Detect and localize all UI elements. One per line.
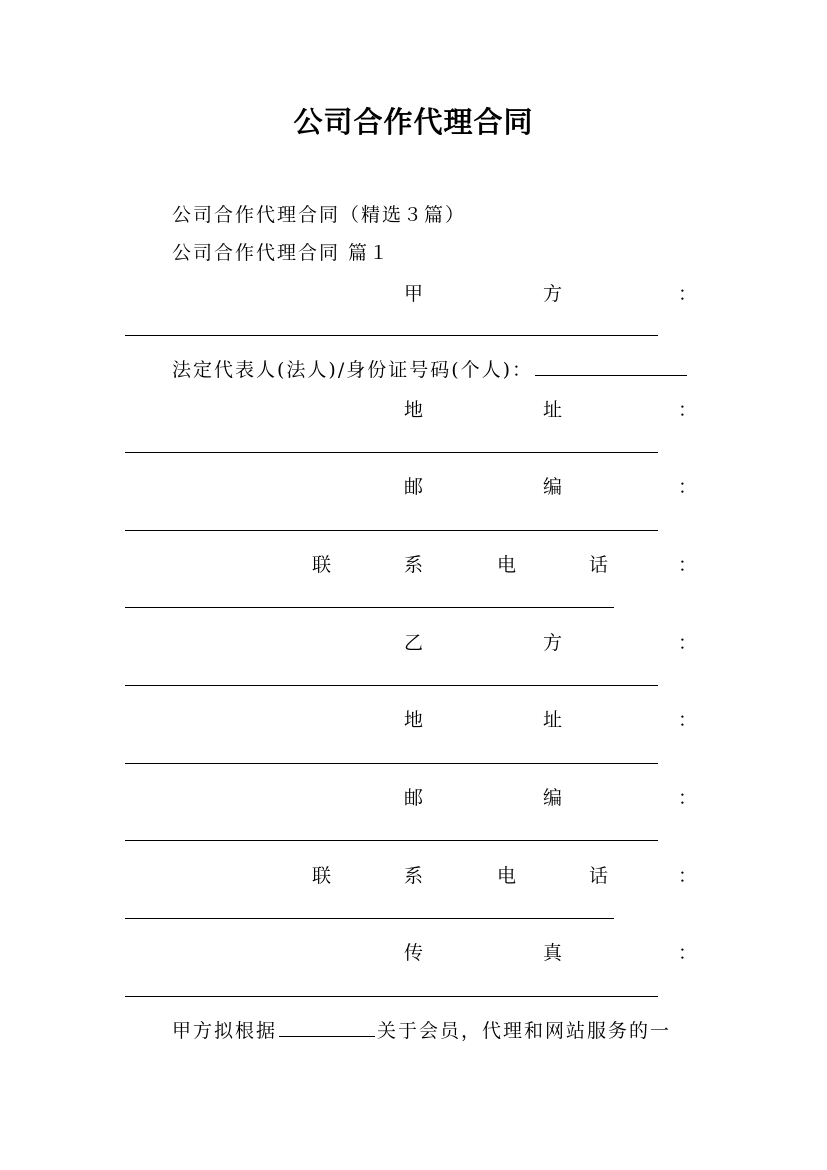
party-b-label-char: 方 xyxy=(543,632,563,654)
colon: ： xyxy=(678,632,698,654)
colon: ： xyxy=(678,283,698,305)
postcode-a-label-char: 编 xyxy=(543,476,563,498)
phone-b-label-char: 电 xyxy=(497,865,517,887)
address-a-blank-line[interactable] xyxy=(125,452,658,453)
postcode-b-blank-line[interactable] xyxy=(125,840,658,841)
address-a-label-char: 址 xyxy=(543,399,563,421)
party-a-blank-line[interactable] xyxy=(125,335,658,336)
phone-b-label-char: 系 xyxy=(404,865,424,887)
address-b-label-char: 址 xyxy=(543,709,563,731)
phone-b-label-char: 联 xyxy=(312,865,332,887)
colon: ： xyxy=(678,865,698,887)
phone-a-label-char: 话 xyxy=(589,554,609,576)
fax-b-blank-line[interactable] xyxy=(125,996,658,997)
phone-a-blank-line[interactable] xyxy=(125,607,614,608)
party-a-label-char: 甲 xyxy=(404,283,424,305)
colon: ： xyxy=(678,399,698,421)
address-b-blank-line[interactable] xyxy=(125,763,658,764)
postcode-a-blank-line[interactable] xyxy=(125,530,658,531)
address-b-label-char: 地 xyxy=(404,709,424,731)
document-subtitle: 公司合作代理合同（精选３篇） xyxy=(172,204,467,226)
colon: ： xyxy=(678,787,698,809)
phone-a-label-char: 系 xyxy=(404,554,424,576)
fax-b-label-char: 真 xyxy=(543,942,563,964)
colon: ： xyxy=(678,554,698,576)
section-heading: 公司合作代理合同 篇１ xyxy=(172,242,391,264)
party-b-label-char: 乙 xyxy=(404,632,424,654)
colon: ： xyxy=(678,476,698,498)
body-paragraph-line xyxy=(172,1016,671,1043)
colon: ： xyxy=(678,942,698,964)
party-b-blank-line[interactable] xyxy=(125,685,658,686)
legal-representative-label: 法定代表人(法人)/身份证号码(个人)： xyxy=(172,359,534,381)
phone-a-label-char: 电 xyxy=(497,554,517,576)
postcode-a-label-char: 邮 xyxy=(404,476,424,498)
paragraph-prefix: 甲方拟根据 xyxy=(172,1020,278,1042)
phone-b-label-char: 话 xyxy=(589,865,609,887)
legal-representative-field xyxy=(172,355,689,382)
party-a-label-char: 方 xyxy=(543,283,563,305)
postcode-b-label-char: 编 xyxy=(543,787,563,809)
postcode-b-label-char: 邮 xyxy=(404,787,424,809)
paragraph-blank[interactable] xyxy=(279,1018,375,1037)
document-title: 公司合作代理合同 xyxy=(293,105,534,139)
phone-a-label-char: 联 xyxy=(312,554,332,576)
paragraph-suffix: 关于会员，代理和网站服务的一 xyxy=(377,1020,672,1042)
address-a-label-char: 地 xyxy=(404,399,424,421)
colon: ： xyxy=(678,709,698,731)
phone-b-blank-line[interactable] xyxy=(125,918,614,919)
legal-representative-blank[interactable] xyxy=(535,357,687,376)
fax-b-label-char: 传 xyxy=(404,942,424,964)
